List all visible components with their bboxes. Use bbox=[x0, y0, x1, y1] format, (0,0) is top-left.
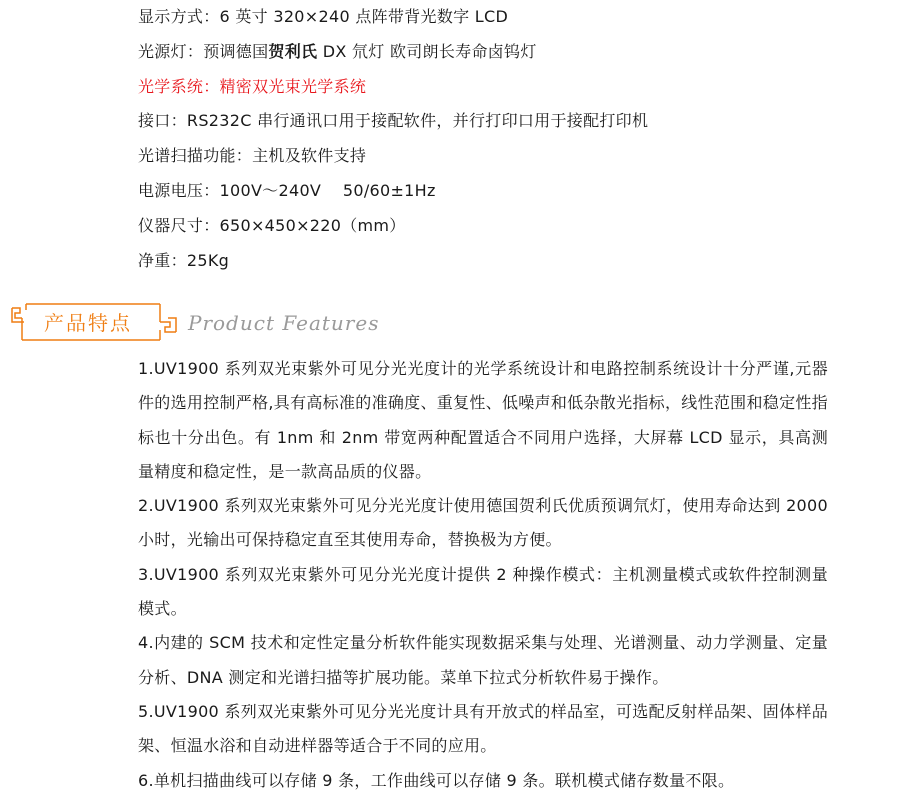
feature-item-5: 5.UV1900 系列双光束紫外可见分光光度计具有开放式的样品室，可选配反射样品架、固体样品架、恒温水浴和自动进样器等适合于不同的应用。 bbox=[138, 701, 828, 756]
spec-net-weight: 净重：25Kg bbox=[138, 250, 230, 270]
section-title: 产品特点 bbox=[44, 311, 132, 335]
feature-item-3: 3.UV1900 系列双光束紫外可见分光光度计提供 2 种操作模式：主机测量模式或软件控制测量模式。 bbox=[138, 564, 828, 619]
spec-display: 显示方式：6 英寸 320×240 点阵带背光数字 LCD bbox=[138, 7, 509, 26]
feature-item-2: 2.UV1900 系列双光束紫外可见分光光度计使用德国贺利氏优质预调氘灯，使用寿命达到 2000 小时，光输出可保持稳定直至其使用寿命，替换极为方便。 bbox=[138, 496, 828, 550]
spec-light-source-prefix: 光源灯：预调德国 bbox=[138, 41, 269, 61]
spec-light-source-brand: 贺利氏 bbox=[268, 41, 318, 61]
section-subtitle: Product Features bbox=[188, 311, 380, 335]
spec-dimensions: 仪器尺寸：650×450×220（mm） bbox=[138, 215, 406, 235]
spec-light-source-suffix: DX 氘灯 欧司朗长寿命卤钨灯 bbox=[317, 41, 537, 61]
spec-light-source bbox=[138, 35, 878, 70]
section-header-product-features bbox=[10, 300, 430, 346]
spec-power-supply: 电源电压：100V～240V 50/60±1Hz bbox=[138, 180, 436, 200]
feature-list bbox=[138, 352, 828, 798]
spec-list bbox=[138, 0, 878, 278]
feature-item-4: 4.内建的 SCM 技术和定性定量分析软件能实现数据采集与处理、光谱测量、动力学测量、定量分析、DNA 测定和光谱扫描等扩展功能。菜单下拉式分析软件易于操作。 bbox=[138, 633, 828, 687]
spec-optical-system: 光学系统：精密双光束光学系统 bbox=[138, 76, 367, 96]
spec-interface: 接口：RS232C 串行通讯口用于接配软件，并行打印口用于接配打印机 bbox=[138, 111, 649, 131]
spec-spectrum-scan: 光谱扫描功能：主机及软件支持 bbox=[138, 146, 367, 166]
feature-item-6: 6.单机扫描曲线可以存储 9 条，工作曲线可以存储 9 条。联机模式储存数量不限。 bbox=[138, 770, 735, 790]
feature-item-1: 1.UV1900 系列双光束紫外可见分光光度计的光学系统设计和电路控制系统设计十分严谨,元器件的选用控制严格,具有高标准的准确度、重复性、低噪声和低杂散光指标，线性范围和稳定性指标也十分出色。有 1nm 和 2nm 带宽两种配置适合不同用户选择，大屏幕 LCD 显示，具高测量精度和稳定性，是一款高品质的仪器。 bbox=[138, 359, 828, 481]
